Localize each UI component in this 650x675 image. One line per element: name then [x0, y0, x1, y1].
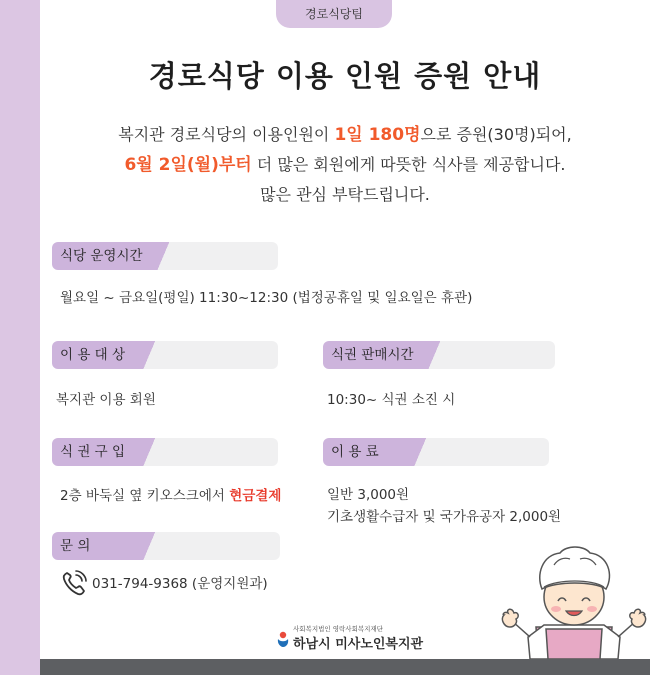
organization-logo	[275, 624, 435, 658]
intro-text	[40, 120, 650, 210]
intro-line-3: 많은 관심 부탁드립니다.	[260, 185, 430, 204]
team-tab: 경로식당팀	[276, 0, 392, 28]
logo-title: 하남시 미사노인복지관	[293, 637, 424, 652]
chef-illustration	[498, 545, 650, 659]
contact-label: 문 의	[52, 532, 280, 560]
logo-mark-icon	[275, 630, 291, 648]
fee-value	[327, 484, 561, 528]
logo-subtitle: 사회복지법인 영락사회복지재단	[293, 625, 383, 633]
ticket-time-value: 10:30~ 식권 소진 시	[327, 392, 456, 408]
target-value: 복지관 이용 회원	[56, 392, 156, 408]
purchase-label: 식 권 구 입	[52, 438, 278, 466]
intro-line-2: 6월 2일(월)부터 더 많은 회원에게 따뜻한 식사를 제공합니다.	[124, 155, 566, 175]
hours-value: 월요일 ~ 금요일(평일) 11:30~12:30 (법정공휴일 및 일요일은 휴관)	[60, 290, 473, 306]
target-label: 이 용 대 상	[52, 341, 278, 369]
page-title: 경로식당 이용 인원 증원 안내	[148, 59, 542, 93]
purchase-value: 2층 바둑실 옆 키오스크에서 현금결제	[60, 488, 282, 504]
fee-label: 이 용 료	[323, 438, 549, 466]
intro-line-1: 복지관 경로식당의 이용인원이 1일 180명으로 증원(30명)되어,	[118, 125, 572, 145]
hours-label: 식당 운영시간	[52, 242, 278, 270]
left-decor-bar	[0, 0, 40, 675]
contact-value: 031-794-9368 (운영지원과)	[92, 576, 268, 592]
bottom-decor-bar	[40, 659, 650, 675]
phone-icon	[60, 569, 88, 597]
fee-line-1: 일반 3,000원	[327, 487, 410, 503]
fee-line-2: 기초생활수급자 및 국가유공자 2,000원	[327, 509, 562, 525]
ticket-time-label: 식권 판매시간	[323, 341, 555, 369]
